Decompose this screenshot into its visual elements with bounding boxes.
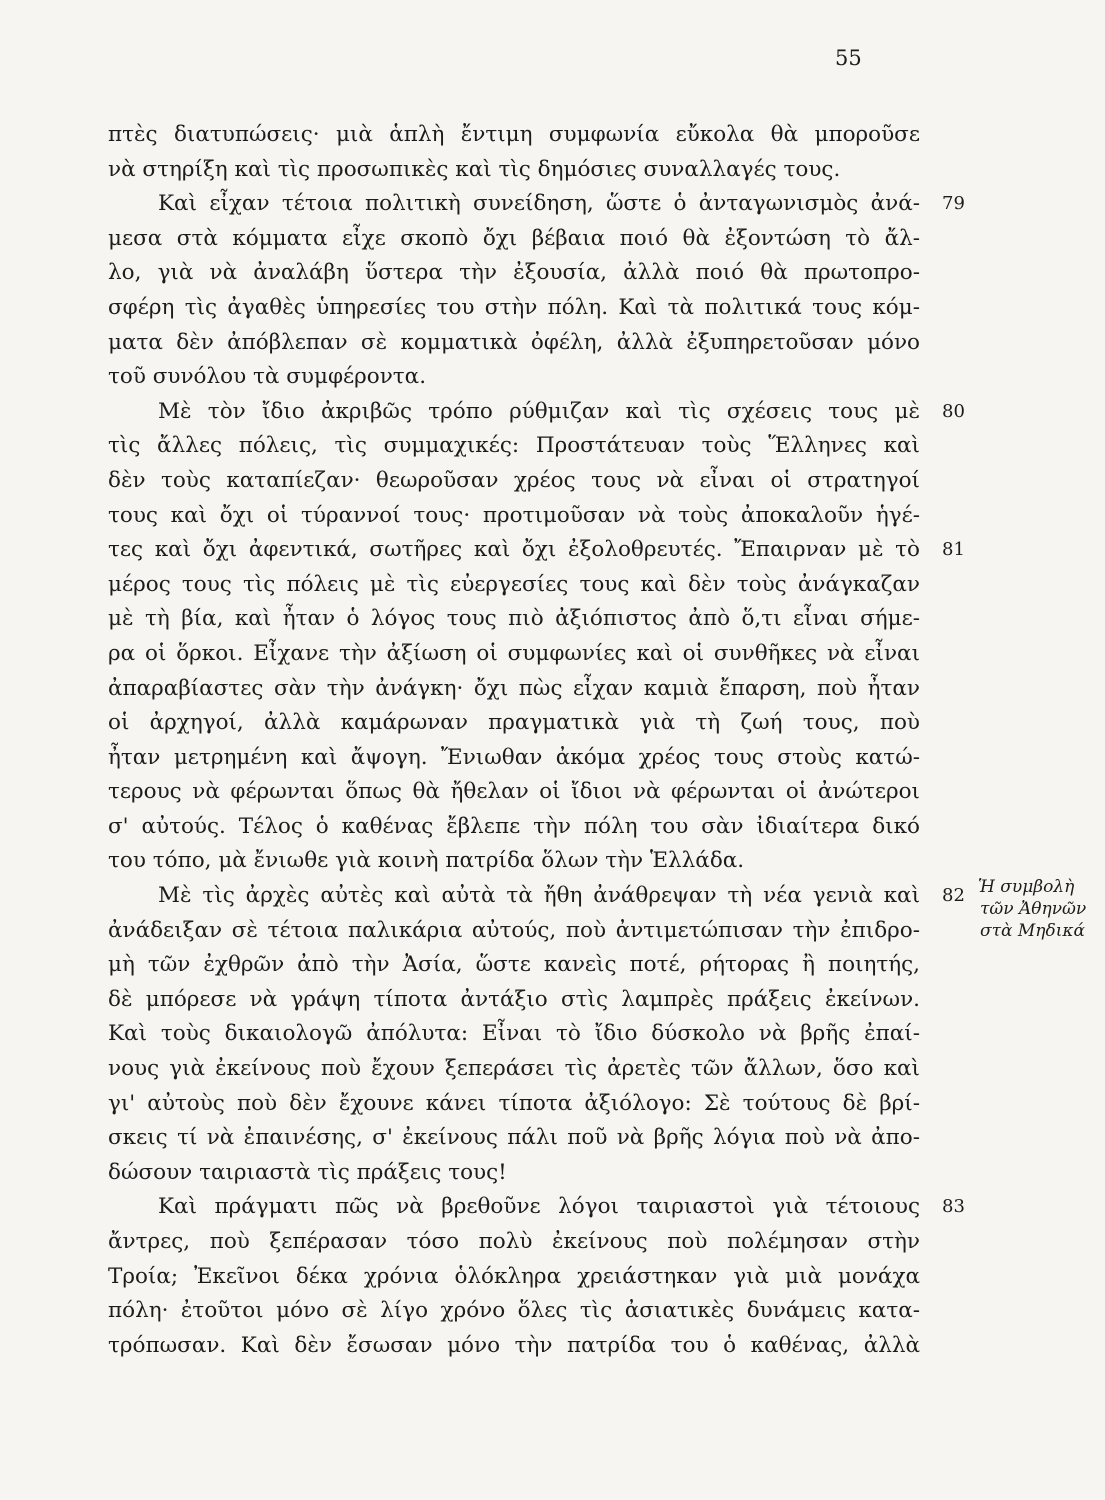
text-line-content: τοῦ συνόλου τὰ συμφέροντα. bbox=[108, 364, 427, 390]
text-line bbox=[108, 1087, 920, 1122]
text-line-content: γι' αὐτοὺς ποὺ δὲν ἔχουνε κάνει τίποτα ἀξιόλογο: Σὲ τούτους δὲ βρί- bbox=[108, 1090, 920, 1116]
text-line-content: μὴ τῶν ἐχθρῶν ἀπὸ τὴν Ἀσία, ὥστε κανεὶς ποτέ, ρήτορας ἢ ποιητής, bbox=[108, 952, 920, 978]
text-line-content: τὶς ἄλλες πόλεις, τὶς συμμαχικές: Προστάτευαν τοὺς Ἕλληνες καὶ bbox=[108, 433, 920, 459]
text-line bbox=[108, 1190, 965, 1225]
text-line-content: δὲν τοὺς καταπίεζαν· θεωροῦσαν χρέος τους νὰ εἶναι οἱ στρατηγοί bbox=[108, 467, 920, 493]
text-line bbox=[108, 118, 920, 153]
text-line-content: Καὶ τοὺς δικαιολογῶ ἀπόλυτα: Εἶναι τὸ ἴδιο δύσκολο νὰ βρῆς ἐπαί- bbox=[108, 1021, 920, 1047]
text-line-content: λο, γιὰ νὰ ἀναλάβη ὕστερα τὴν ἐξουσία, ἀλλὰ ποιό θὰ πρωτοπρο- bbox=[108, 260, 920, 286]
text-line bbox=[108, 1121, 920, 1156]
text-line-content: μεσα στὰ κόμματα εἶχε σκοπὸ ὄχι βέβαια ποιό θὰ ἐξοντώση τὸ ἄλ- bbox=[108, 225, 920, 251]
text-line bbox=[108, 914, 920, 949]
text-line bbox=[108, 326, 920, 361]
section-number: 81 bbox=[942, 539, 965, 561]
text-line bbox=[108, 360, 920, 395]
text-line bbox=[108, 1260, 920, 1295]
text-line bbox=[108, 948, 920, 983]
text-line-content: ματα δὲν ἀπόβλεπαν σὲ κομματικὰ ὀφέλη, ἀλλὰ ἐξυπηρετοῦσαν μόνο bbox=[108, 329, 920, 355]
section-number: 82 bbox=[942, 885, 965, 907]
text-line-content: τες καὶ ὄχι ἀφεντικά, σωτῆρες καὶ ὄχι ἐξολοθρευτές. Ἔπαιρναν μὲ τὸ bbox=[108, 537, 920, 563]
text-line bbox=[108, 291, 920, 326]
text-line-content: δὲ μπόρεσε νὰ γράψη τίποτα ἀντάξιο στὶς λαμπρὲς πράξεις ἐκείνων. bbox=[108, 986, 920, 1012]
page-number: 55 bbox=[835, 46, 862, 70]
text-line-content: πτὲς διατυπώσεις· μιὰ ἁπλὴ ἔντιμη συμφωνία εὔκολα θὰ μποροῦσε bbox=[108, 122, 920, 147]
text-line-content: Μὲ τὶς ἀρχὲς αὐτὲς καὶ αὐτὰ τὰ ἤθη ἀνάθρεψαν τὴ νέα γενιὰ καὶ bbox=[158, 883, 920, 909]
text-line-content: Καὶ εἶχαν τέτοια πολιτικὴ συνείδηση, ὥστε ὁ ἀνταγωνισμὸς ἀνά- bbox=[158, 191, 920, 217]
text-line-content: σκεις τί νὰ ἐπαινέσης, σ' ἐκείνους πάλι ποῦ νὰ βρῆς λόγια ποὺ νὰ ἀπο- bbox=[108, 1125, 920, 1151]
text-line bbox=[108, 602, 920, 637]
text-line bbox=[108, 533, 965, 568]
text-line bbox=[108, 672, 920, 707]
text-line bbox=[108, 153, 920, 188]
text-line bbox=[108, 741, 920, 776]
text-line bbox=[108, 464, 920, 499]
text-line bbox=[108, 395, 965, 430]
text-line-content: σφέρη τὶς ἀγαθὲς ὑπηρεσίες του στὴν πόλη. Καὶ τὰ πολιτικά τους κόμ- bbox=[108, 294, 920, 320]
text-line-content: του τόπο, μὰ ἔνιωθε γιὰ κοινὴ πατρίδα ὅλων τὴν Ἑλλάδα. bbox=[108, 848, 745, 874]
text-line-content: μὲ τὴ βία, καὶ ἦταν ὁ λόγος τους πιὸ ἀξιόπιστος ἀπὸ ὅ,τι εἶναι σήμε- bbox=[108, 606, 920, 632]
marginal-note-line: τῶν Ἀθηνῶν bbox=[980, 899, 1087, 919]
marginal-note-line: Ἡ συμβολὴ bbox=[978, 877, 1075, 897]
text-line-content: ἦταν μετρημένη καὶ ἄψογη. Ἔνιωθαν ἀκόμα χρέος τους στοὺς κατώ- bbox=[108, 744, 920, 770]
text-line bbox=[108, 187, 965, 222]
text-line bbox=[108, 1156, 920, 1191]
text-line bbox=[108, 222, 920, 257]
text-line-content: τερους νὰ φέρωνται ὅπως θὰ ἤθελαν οἱ ἴδιοι νὰ φέρωνται οἱ ἀνώτεροι bbox=[108, 779, 920, 805]
text-line bbox=[108, 810, 920, 845]
text-line bbox=[108, 983, 920, 1018]
text-line bbox=[108, 637, 920, 672]
text-line bbox=[108, 568, 920, 603]
section-number: 79 bbox=[942, 193, 965, 215]
text-line bbox=[108, 256, 920, 291]
text-line-content: δώσουν ταιριαστὰ τὶς πράξεις τους! bbox=[108, 1159, 507, 1185]
text-line-content: τους καὶ ὄχι οἱ τύραννοί τους· προτιμοῦσαν νὰ τοὺς ἀποκαλοῦν ἡγέ- bbox=[108, 502, 920, 528]
text-line bbox=[108, 1225, 920, 1260]
text-line-content: ἄντρες, ποὺ ξεπέρασαν τόσο πολὺ ἐκείνους ποὺ πολέμησαν στὴν bbox=[108, 1229, 920, 1254]
text-line bbox=[108, 706, 920, 741]
text-line-content: Μὲ τὸν ἴδιο ἀκριβῶς τρόπο ρύθμιζαν καὶ τὶς σχέσεις τους μὲ bbox=[158, 398, 920, 424]
text-line-content: μέρος τους τὶς πόλεις μὲ τὶς εὐεργεσίες τους καὶ δὲν τοὺς ἀνάγκαζαν bbox=[108, 571, 920, 597]
text-line-content: οἱ ἀρχηγοί, ἀλλὰ καμάρωναν πραγματικὰ γιὰ τὴ ζωή τους, ποὺ bbox=[108, 710, 920, 736]
text-line-content: Καὶ πράγματι πῶς νὰ βρεθοῦνε λόγοι ταιριαστοὶ γιὰ τέτοιους bbox=[158, 1194, 920, 1220]
text-line bbox=[108, 1052, 920, 1087]
text-line-content: ἀπαραβίαστες σὰν τὴν ἀνάγκη· ὄχι πὼς εἶχαν καμιὰ ἔπαρση, ποὺ ἦταν bbox=[108, 675, 920, 701]
text-line bbox=[108, 499, 920, 534]
text-line bbox=[108, 844, 920, 879]
body-text bbox=[108, 118, 965, 1363]
text-line-content: νὰ στηρίξη καὶ τὶς προσωπικὲς καὶ τὶς δημόσιες συναλλαγές τους. bbox=[108, 156, 841, 182]
text-line bbox=[108, 1017, 920, 1052]
text-line-content: νους γιὰ ἐκείνους ποὺ ἔχουν ξεπεράσει τὶς ἀρετὲς τῶν ἄλλων, ὅσο καὶ bbox=[108, 1056, 920, 1082]
marginal-note-line: στὰ Μηδικά bbox=[980, 921, 1086, 941]
text-line-content: ρα οἱ ὅρκοι. Εἶχανε τὴν ἀξίωση οἱ συμφωνίες καὶ οἱ συνθῆκες νὰ εἶναι bbox=[108, 640, 920, 666]
marginal-note bbox=[978, 876, 1105, 942]
text-line-content: πόλη· ἐτοῦτοι μόνο σὲ λίγο χρόνο ὅλες τὶς ἀσιατικὲς δυνάμεις κατα- bbox=[108, 1298, 920, 1324]
section-number: 83 bbox=[942, 1196, 965, 1218]
text-line-content: Τροία; Ἐκεῖνοι δέκα χρόνια ὁλόκληρα χρειάστηκαν γιὰ μιὰ μονάχα bbox=[108, 1263, 920, 1289]
text-line bbox=[108, 1329, 920, 1364]
text-line bbox=[108, 879, 965, 914]
text-line bbox=[108, 775, 920, 810]
text-line-content: τρόπωσαν. Καὶ δὲν ἔσωσαν μόνο τὴν πατρίδα του ὁ καθένας, ἀλλὰ bbox=[108, 1332, 920, 1358]
text-line bbox=[108, 1294, 920, 1329]
text-line-content: σ' αὐτούς. Τέλος ὁ καθένας ἔβλεπε τὴν πόλη του σὰν ἰδιαίτερα δικό bbox=[108, 813, 920, 839]
text-line-content: ἀνάδειξαν σὲ τέτοια παλικάρια αὐτούς, ποὺ ἀντιμετώπισαν τὴν ἐπιδρο- bbox=[108, 917, 920, 943]
text-line bbox=[108, 429, 920, 464]
section-number: 80 bbox=[942, 400, 965, 422]
